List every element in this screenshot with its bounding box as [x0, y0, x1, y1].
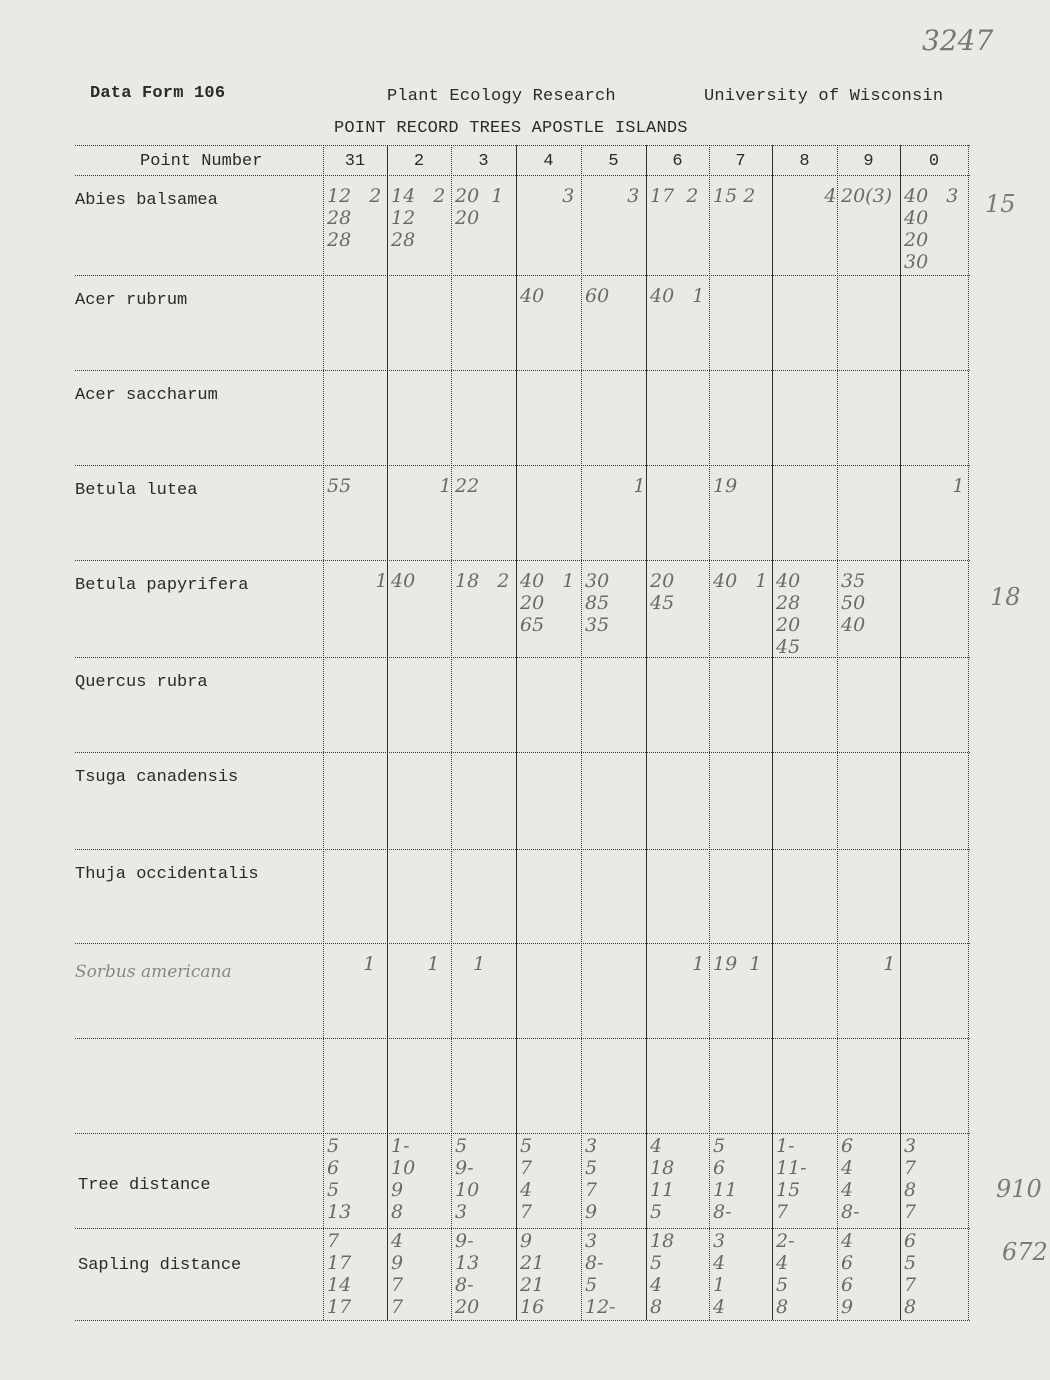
margin-note-tree: 910 [996, 1175, 1042, 1203]
distance-label: Sapling distance [78, 1256, 242, 1275]
species-label: Acer saccharum [75, 386, 218, 405]
column-divider [581, 145, 582, 1320]
cell-value: 20(3) [841, 185, 893, 207]
species-label: Sorbus americana [75, 962, 232, 982]
distance-value: 5 9- 10 3 [455, 1135, 480, 1223]
point-number-6: 6 [672, 152, 683, 171]
row-divider [75, 145, 970, 146]
cell-value: 40 [391, 570, 416, 592]
distance-value: 5 7 4 7 [520, 1135, 533, 1223]
point-number-1: 31 [344, 152, 366, 171]
species-label: Betula papyrifera [75, 576, 249, 595]
cell-value: 1 [841, 953, 896, 975]
cell-value: 40 28 20 45 [776, 570, 801, 658]
row-divider [75, 175, 970, 176]
point-number-3: 3 [478, 152, 489, 171]
distance-value: 1- 11- 15 7 [776, 1135, 807, 1223]
university: University of Wisconsin [704, 87, 944, 106]
cell-value: 1 [455, 953, 486, 975]
point-number-8: 8 [799, 152, 810, 171]
species-label: Quercus rubra [75, 673, 208, 692]
distance-value: 2- 4 5 8 [776, 1230, 795, 1318]
cell-value: 60 [585, 285, 610, 307]
species-label: Thuja occidentalis [75, 865, 259, 884]
cell-value: 20 1 20 [455, 185, 504, 229]
cell-value: 20 45 [650, 570, 675, 614]
cell-value: 1 [650, 953, 705, 975]
point-number-2: 2 [413, 152, 425, 171]
distance-value: 9 21 21 16 [520, 1230, 545, 1318]
column-divider [387, 145, 388, 1320]
row-divider [75, 1038, 970, 1039]
column-divider [516, 145, 517, 1320]
row-divider [75, 943, 970, 944]
cell-value: 1 [391, 475, 452, 497]
distance-value: 5 6 5 13 [327, 1135, 352, 1223]
cell-value: 3 [520, 185, 575, 207]
column-divider [323, 145, 324, 1320]
cell-value: 14 2 12 28 [391, 185, 446, 251]
row-divider [75, 1133, 970, 1134]
point-number-10: 0 [928, 152, 940, 171]
cell-value: 1 [391, 953, 440, 975]
cell-value: 40 1 [713, 570, 768, 592]
cell-value: 19 1 [713, 953, 762, 975]
species-label: Acer rubrum [75, 291, 188, 310]
point-number-7: 7 [735, 152, 746, 171]
cell-value: 1 [327, 953, 376, 975]
margin-note-sapling: 672 [1002, 1238, 1048, 1266]
row-divider [75, 657, 970, 658]
row-divider [75, 849, 970, 850]
point-number-4: 4 [543, 152, 554, 171]
cell-value: 4 [776, 185, 837, 207]
distance-value: 3 8- 5 12- [585, 1230, 616, 1318]
cell-value: 1 [904, 475, 965, 497]
cell-value: 12 2 28 28 [327, 185, 382, 251]
row-divider [75, 752, 970, 753]
cell-value: 40 1 [650, 285, 705, 307]
cell-value: 15 2 [713, 185, 756, 207]
corner-number: 3247 [922, 24, 994, 57]
cell-value: 40 3 40 20 30 [904, 185, 959, 273]
cell-value: 30 85 35 [585, 570, 610, 636]
column-divider [646, 145, 647, 1320]
cell-value: 40 1 20 65 [520, 570, 575, 636]
column-divider [772, 145, 773, 1320]
cell-value: 19 [713, 475, 738, 497]
distance-value: 3 7 8 7 [904, 1135, 917, 1223]
column-divider [451, 145, 452, 1320]
point-number-5: 5 [608, 152, 619, 171]
distance-value: 4 9 7 7 [391, 1230, 404, 1318]
row-divider [75, 560, 970, 561]
distance-value: 4 6 6 9 [841, 1230, 854, 1318]
point-number-label: Point Number [140, 152, 263, 171]
distance-value: 3 4 1 4 [713, 1230, 726, 1318]
distance-value: 6 4 4 8- [841, 1135, 860, 1223]
distance-value: 1- 10 9 8 [391, 1135, 416, 1223]
distance-value: 7 17 14 17 [327, 1230, 352, 1318]
column-divider [900, 145, 901, 1320]
distance-value: 9- 13 8- 20 [455, 1230, 480, 1318]
cell-value: 18 2 [455, 570, 510, 592]
distance-value: 4 18 11 5 [650, 1135, 675, 1223]
distance-value: 6 5 7 8 [904, 1230, 917, 1318]
cell-value: 35 50 40 [841, 570, 866, 636]
cell-value: 22 [455, 475, 480, 497]
cell-value: 1 [327, 570, 388, 592]
column-divider [968, 145, 969, 1320]
form-subtitle: POINT RECORD TREES APOSTLE ISLANDS [334, 119, 688, 138]
column-divider [709, 145, 710, 1320]
species-label: Tsuga canadensis [75, 768, 239, 787]
row-divider [75, 370, 970, 371]
margin-note-abies: 15 [985, 190, 1016, 218]
row-divider [75, 1228, 970, 1229]
point-number-9: 9 [863, 152, 874, 171]
species-label: Abies balsamea [75, 191, 218, 210]
row-divider [75, 275, 970, 276]
cell-value: 17 2 [650, 185, 699, 207]
distance-value: 18 5 4 8 [650, 1230, 675, 1318]
row-divider [75, 465, 970, 466]
org-name: Plant Ecology Research [387, 87, 616, 106]
species-label: Betula lutea [75, 481, 198, 500]
cell-value: 1 [585, 475, 646, 497]
cell-value: 3 [585, 185, 640, 207]
distance-value: 5 6 11 8- [713, 1135, 738, 1223]
cell-value: 55 [327, 475, 352, 497]
distance-label: Tree distance [78, 1176, 211, 1195]
cell-value: 40 [520, 285, 545, 307]
form-id: Data Form 106 [90, 84, 226, 103]
row-divider [75, 1320, 970, 1321]
column-divider [837, 145, 838, 1320]
distance-value: 3 5 7 9 [585, 1135, 598, 1223]
margin-note-betula: 18 [990, 583, 1021, 611]
